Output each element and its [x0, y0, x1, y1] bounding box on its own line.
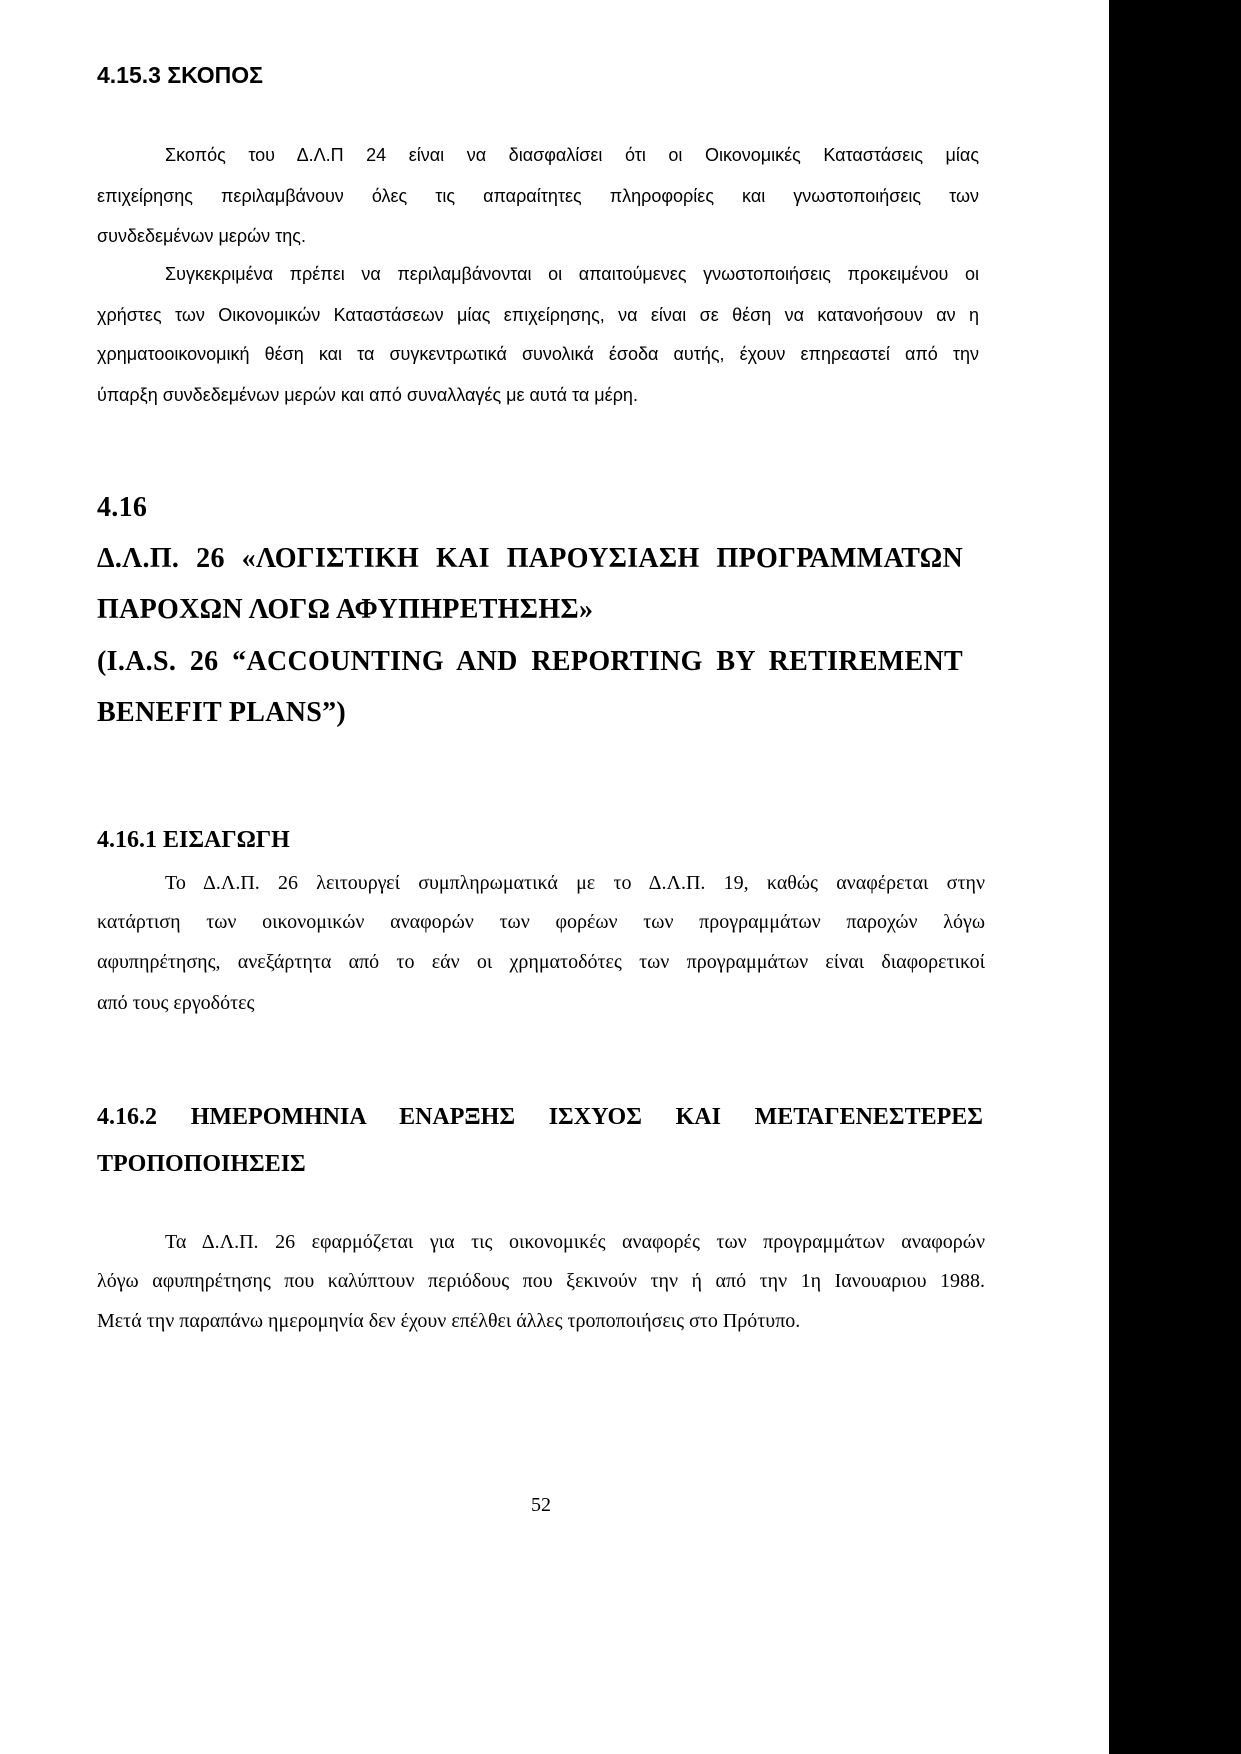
paragraph-line: Μετά την παραπάνω ημερομηνία δεν έχουν επέλθει άλλες τροποποιήσεις στο Πρότυπο.	[97, 1310, 801, 1332]
paragraph-line: Τα Δ.Λ.Π. 26 εφαρμόζεται για τις οικονομικές αναφορές των προγραμμάτων αναφορών	[165, 1231, 985, 1253]
paragraph-line: λόγω αφυπηρέτησης που καλύπτουν περιόδους που ξεκινούν την ή από την 1η Ιανουαριου 1988.	[97, 1270, 985, 1292]
paragraph-line: Το Δ.Λ.Π. 26 λειτουργεί συμπληρωματικά με το Δ.Λ.Π. 19, καθώς αναφέρεται στην	[165, 872, 985, 894]
paragraph-line: αφυπηρέτησης, ανεξάρτητα από το εάν οι χρηματοδότες των προγραμμάτων είναι διαφορετικοί	[97, 951, 985, 973]
paragraph-line: χρηματοοικονομική θέση και τα συγκεντρωτικά συνολικά έσοδα αυτής, έχουν επηρεαστεί από την	[97, 344, 979, 364]
section-heading-4-15-3: 4.15.3 ΣΚΟΠΟΣ	[97, 62, 263, 88]
paragraph-line: συνδεδεμένων μερών της.	[97, 226, 306, 246]
section-heading-4-16-1: 4.16.1 ΕΙΣΑΓΩΓΗ	[97, 827, 290, 853]
section-heading-4-16-2-cont: ΤΡΟΠΟΠΟΙΗΣΕΙΣ	[97, 1151, 306, 1177]
section-title-line: BENEFIT PLANS”)	[97, 697, 347, 728]
paragraph-line: ύπαρξη συνδεδεμένων μερών και από συναλλαγές με αυτά τα μέρη.	[97, 385, 638, 405]
paragraph-line: Συγκεκριμένα πρέπει να περιλαμβάνονται οι απαιτούμενες γνωστοποιήσεις προκειμένου οι	[165, 264, 979, 284]
section-title-line: Δ.Λ.Π. 26 «ΛΟΓΙΣΤΙΚΗ ΚΑΙ ΠΑΡΟΥΣΙΑΣΗ ΠΡΟΓΡΑΜΜΑΤΩΝ	[97, 543, 963, 574]
page-number: 52	[531, 1494, 551, 1516]
paragraph-line: από τους εργοδότες	[97, 992, 255, 1014]
paragraph-line: κατάρτιση των οικονομικών αναφορών των φορέων των προγραμμάτων παροχών λόγω	[97, 911, 985, 933]
paragraph-line: επιχείρησης περιλαμβάνουν όλες τις απαραίτητες πληροφορίες και γνωστοποιήσεις των	[97, 186, 979, 206]
paragraph-line: Σκοπός του Δ.Λ.Π 24 είναι να διασφαλίσει ότι οι Οικονομικές Καταστάσεις μίας	[165, 145, 979, 165]
section-title-line: (I.A.S. 26 “ACCOUNTING AND REPORTING BY RETIREMENT	[97, 646, 963, 677]
paragraph-line: χρήστες των Οικονομικών Καταστάσεων μίας επιχείρησης, να είναι σε θέση να κατανοήσουν αν η	[97, 305, 979, 325]
section-title-line: ΠΑΡΟΧΩΝ ΛΟΓΩ ΑΦΥΠΗΡΕΤΗΣΗΣ»	[97, 594, 594, 625]
section-heading-4-16-2: 4.16.2 ΗΜΕΡΟΜΗΝΙΑ ΕΝΑΡΞΗΣ ΙΣΧΥΟΣ ΚΑΙ ΜΕΤΑΓΕΝΕΣΤΕΡΕΣ	[97, 1104, 983, 1130]
section-number-4-16: 4.16	[97, 492, 148, 523]
